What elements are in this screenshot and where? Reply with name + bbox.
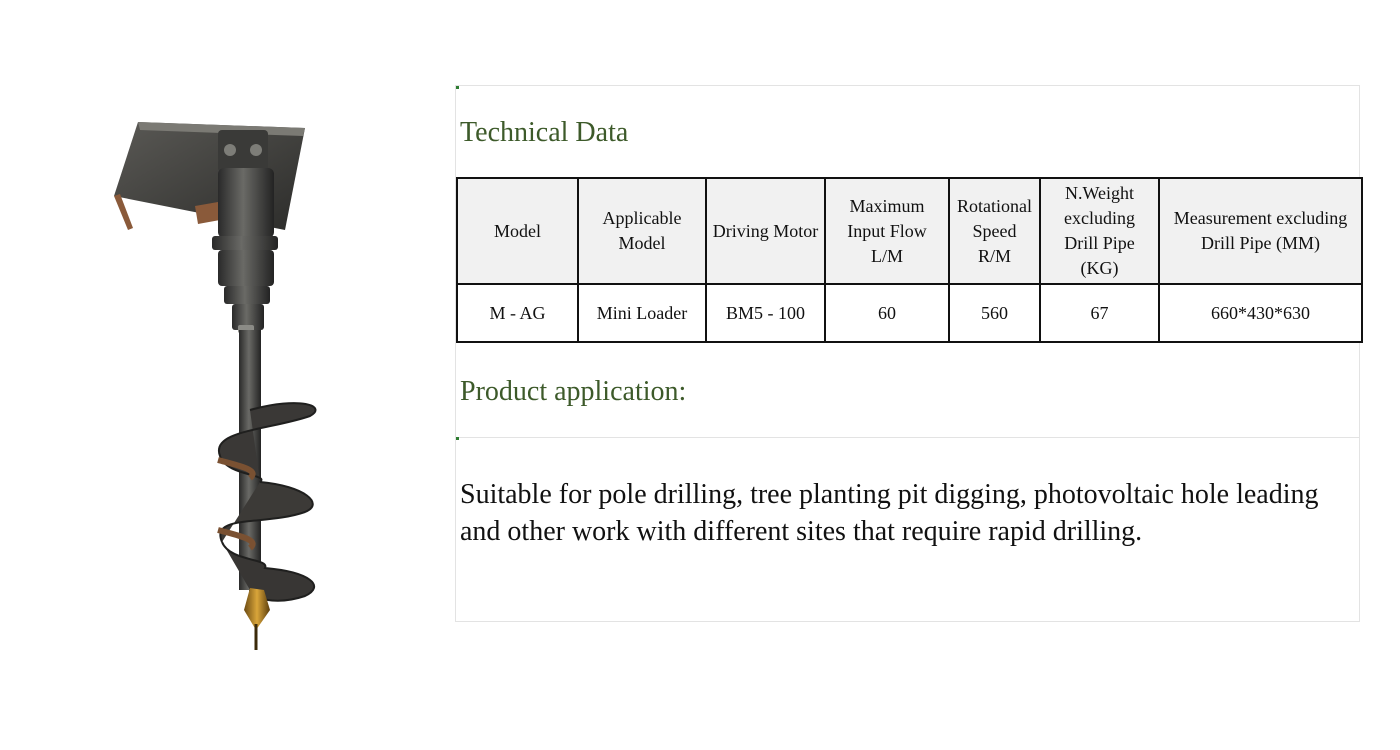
corner-tick <box>456 437 459 440</box>
description-line: Suitable for pole drilling, tree planting pit digging, photovoltaic hole leading <box>460 479 1319 510</box>
product-image <box>100 110 340 660</box>
table-row <box>457 284 1362 342</box>
cell-model: M - AG <box>457 284 578 342</box>
spec-sheet <box>455 85 1360 622</box>
application-description <box>460 476 1350 550</box>
technical-data-heading: Technical Data <box>460 117 629 148</box>
technical-data-table <box>456 177 1363 343</box>
description-line: and other work with different sites that require rapid drilling. <box>460 516 1143 547</box>
corner-tick <box>456 86 459 89</box>
cell-measurement: 660*430*630 <box>1159 284 1362 342</box>
cell-net-weight: 67 <box>1040 284 1159 342</box>
column-header-max-input-flow: Maximum Input Flow L/M <box>825 178 949 284</box>
product-application-heading: Product application: <box>460 376 687 407</box>
column-header-rotational-speed: Rotational Speed R/M <box>949 178 1040 284</box>
column-header-model: Model <box>457 178 578 284</box>
column-header-applicable-model: Applicable Model <box>578 178 706 284</box>
cell-max-input-flow: 60 <box>825 284 949 342</box>
table-header-row <box>457 178 1362 284</box>
column-header-net-weight: N.Weight excluding Drill Pipe (KG) <box>1040 178 1159 284</box>
cell-applicable-model: Mini Loader <box>578 284 706 342</box>
cell-driving-motor: BM5 - 100 <box>706 284 825 342</box>
column-header-measurement: Measurement excluding Drill Pipe (MM) <box>1159 178 1362 284</box>
cell-rotational-speed: 560 <box>949 284 1040 342</box>
column-header-driving-motor: Driving Motor <box>706 178 825 284</box>
section-divider <box>456 437 1359 438</box>
